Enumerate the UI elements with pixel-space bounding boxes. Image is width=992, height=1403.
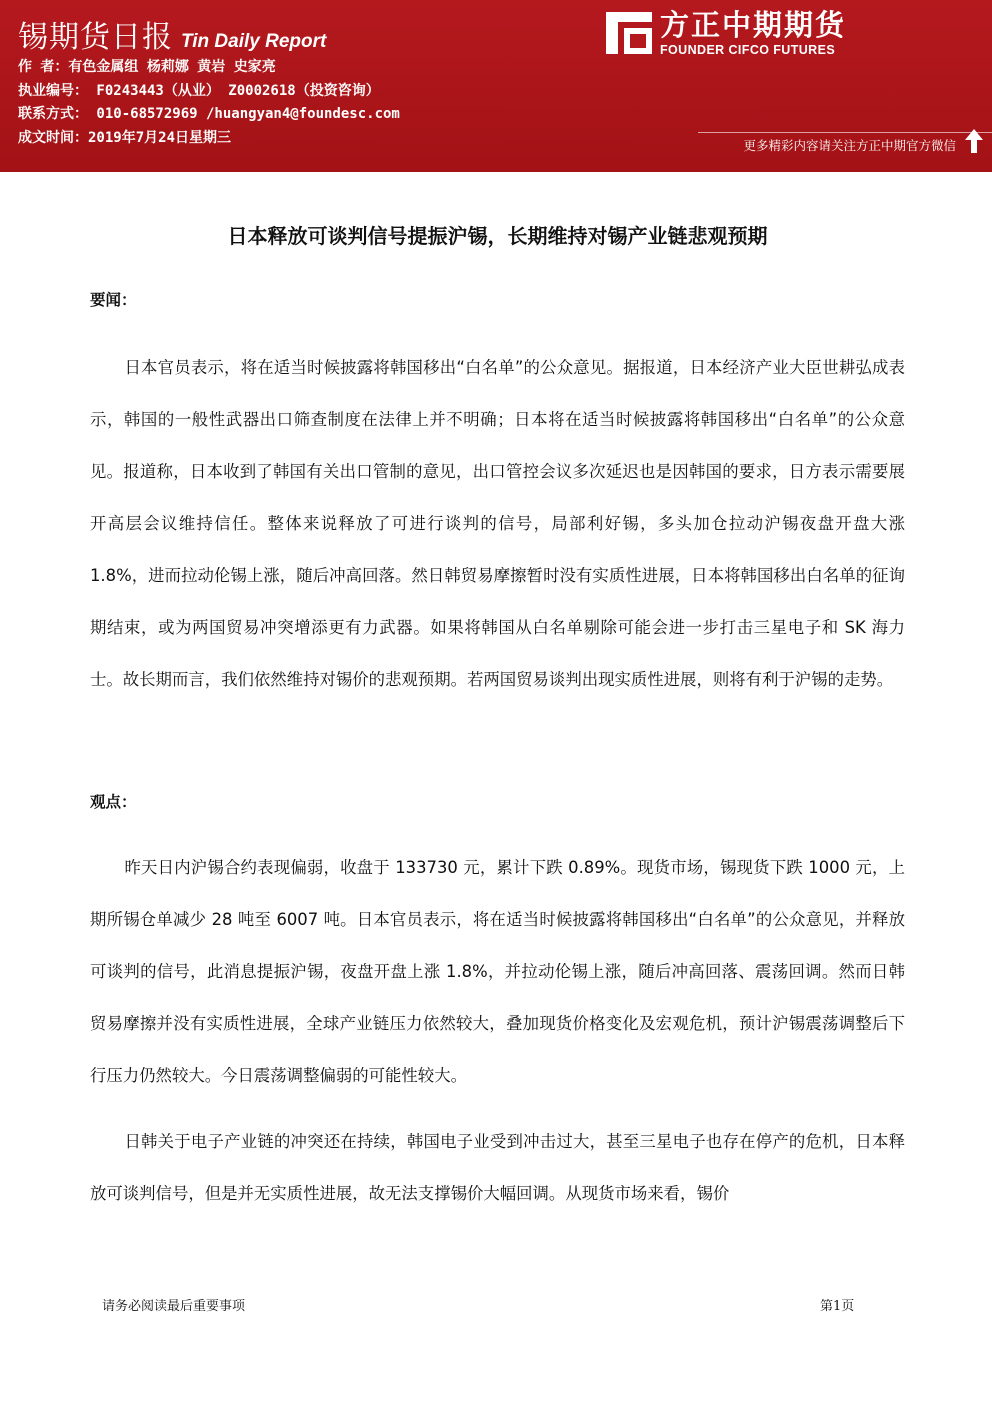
meta-date: 成文时间：2019年7月24日星期三 (18, 129, 232, 146)
report-title-cn: 锡期货日报 (18, 20, 173, 55)
meta-contact: 联系方式： 010-68572969 /huangyan4@foundesc.com (18, 106, 400, 122)
logo-name-en: FOUNDER CIFCO FUTURES (660, 43, 836, 57)
wechat-follow-note: 更多精彩内容请关注方正中期官方微信 (743, 138, 956, 153)
logo-name-cn: 方正中期期货 (660, 8, 847, 42)
page-number: 第1页 (820, 1299, 855, 1314)
view-paragraph-1: 昨天日内沪锡合约表现偏弱，收盘于 133730 元，累计下跌 0.89%。现货市场，锡现货下跌 1000 元，上期所锡仓单减少 28 吨至 6007 吨。日本官员表示，将在适当时候披露将韩国移出“白名单”的公众意见，并释放可谈判的信号，此消息提振沪锡，夜盘开盘上涨 1.8%，并拉动伦锡上涨，随后冲高回落、震荡回调。然而日韩贸易摩擦并没有实质性进展，全球产业链压力依然较大，叠加现货价格变化及宏观危机，预计沪锡震荡调整后下行压力仍然较大。今日震荡调整偏弱的可能性较大。 (90, 858, 905, 1085)
news-paragraph: 日本官员表示，将在适当时候披露将韩国移出“白名单”的公众意见。据报道，日本经济产业大臣世耕弘成表示，韩国的一般性武器出口筛查制度在法律上并不明确；日本将在适当时候披露将韩国移出“白名单”的公众意见。报道称，日本收到了韩国有关出口管制的意见，出口管控会议多次延迟也是因韩国的要求，日方表示需要展开高层会议维持信任。整体来说释放了可进行谈判的信号，局部利好锡，多头加仓拉动沪锡夜盘开盘大涨 1.8%，进而拉动伦锡上涨，随后冲高回落。然日韩贸易摩擦暂时没有实质性进展，日本将韩国移出白名单的征询期结束，或为两国贸易冲突增添更有力武器。如果将韩国从白名单剔除可能会进一步打击三星电子和 SK 海力士。故长期而言，我们依然维持对锡价的悲观预期。若两国贸易谈判出现实质性进展，则将有利于沪锡的走势。 (90, 358, 905, 689)
section-heading-news: 要闻： (90, 291, 137, 309)
report-title-en: Tin Daily Report (181, 31, 327, 52)
report-header (0, 0, 992, 172)
document-title: 日本释放可谈判信号提振沪锡，长期维持对锡产业链悲观预期 (227, 224, 768, 248)
report-title (18, 12, 326, 56)
meta-authors: 作 者：有色金属组 杨莉娜 黄岩 史家亮 (18, 59, 276, 75)
header-divider (698, 132, 992, 133)
section-heading-view: 观点： (90, 793, 137, 811)
author-meta (18, 56, 400, 150)
meta-license: 执业编号： F0243443（从业） Z0002618（投资咨询） (18, 82, 380, 99)
up-arrow-icon (964, 128, 984, 154)
company-logo (604, 8, 846, 58)
view-paragraph-2: 日韩关于电子产业链的冲突还在持续，韩国电子业受到冲击过大，甚至三星电子也存在停产的危机，日本释放可谈判信号，但是并无实质性进展，故无法支撑锡价大幅回调。从现货市场来看，锡价 (90, 1132, 905, 1203)
footer-notice: 请务必阅读最后重要事项 (102, 1299, 246, 1314)
founder-logo-icon (604, 10, 654, 56)
